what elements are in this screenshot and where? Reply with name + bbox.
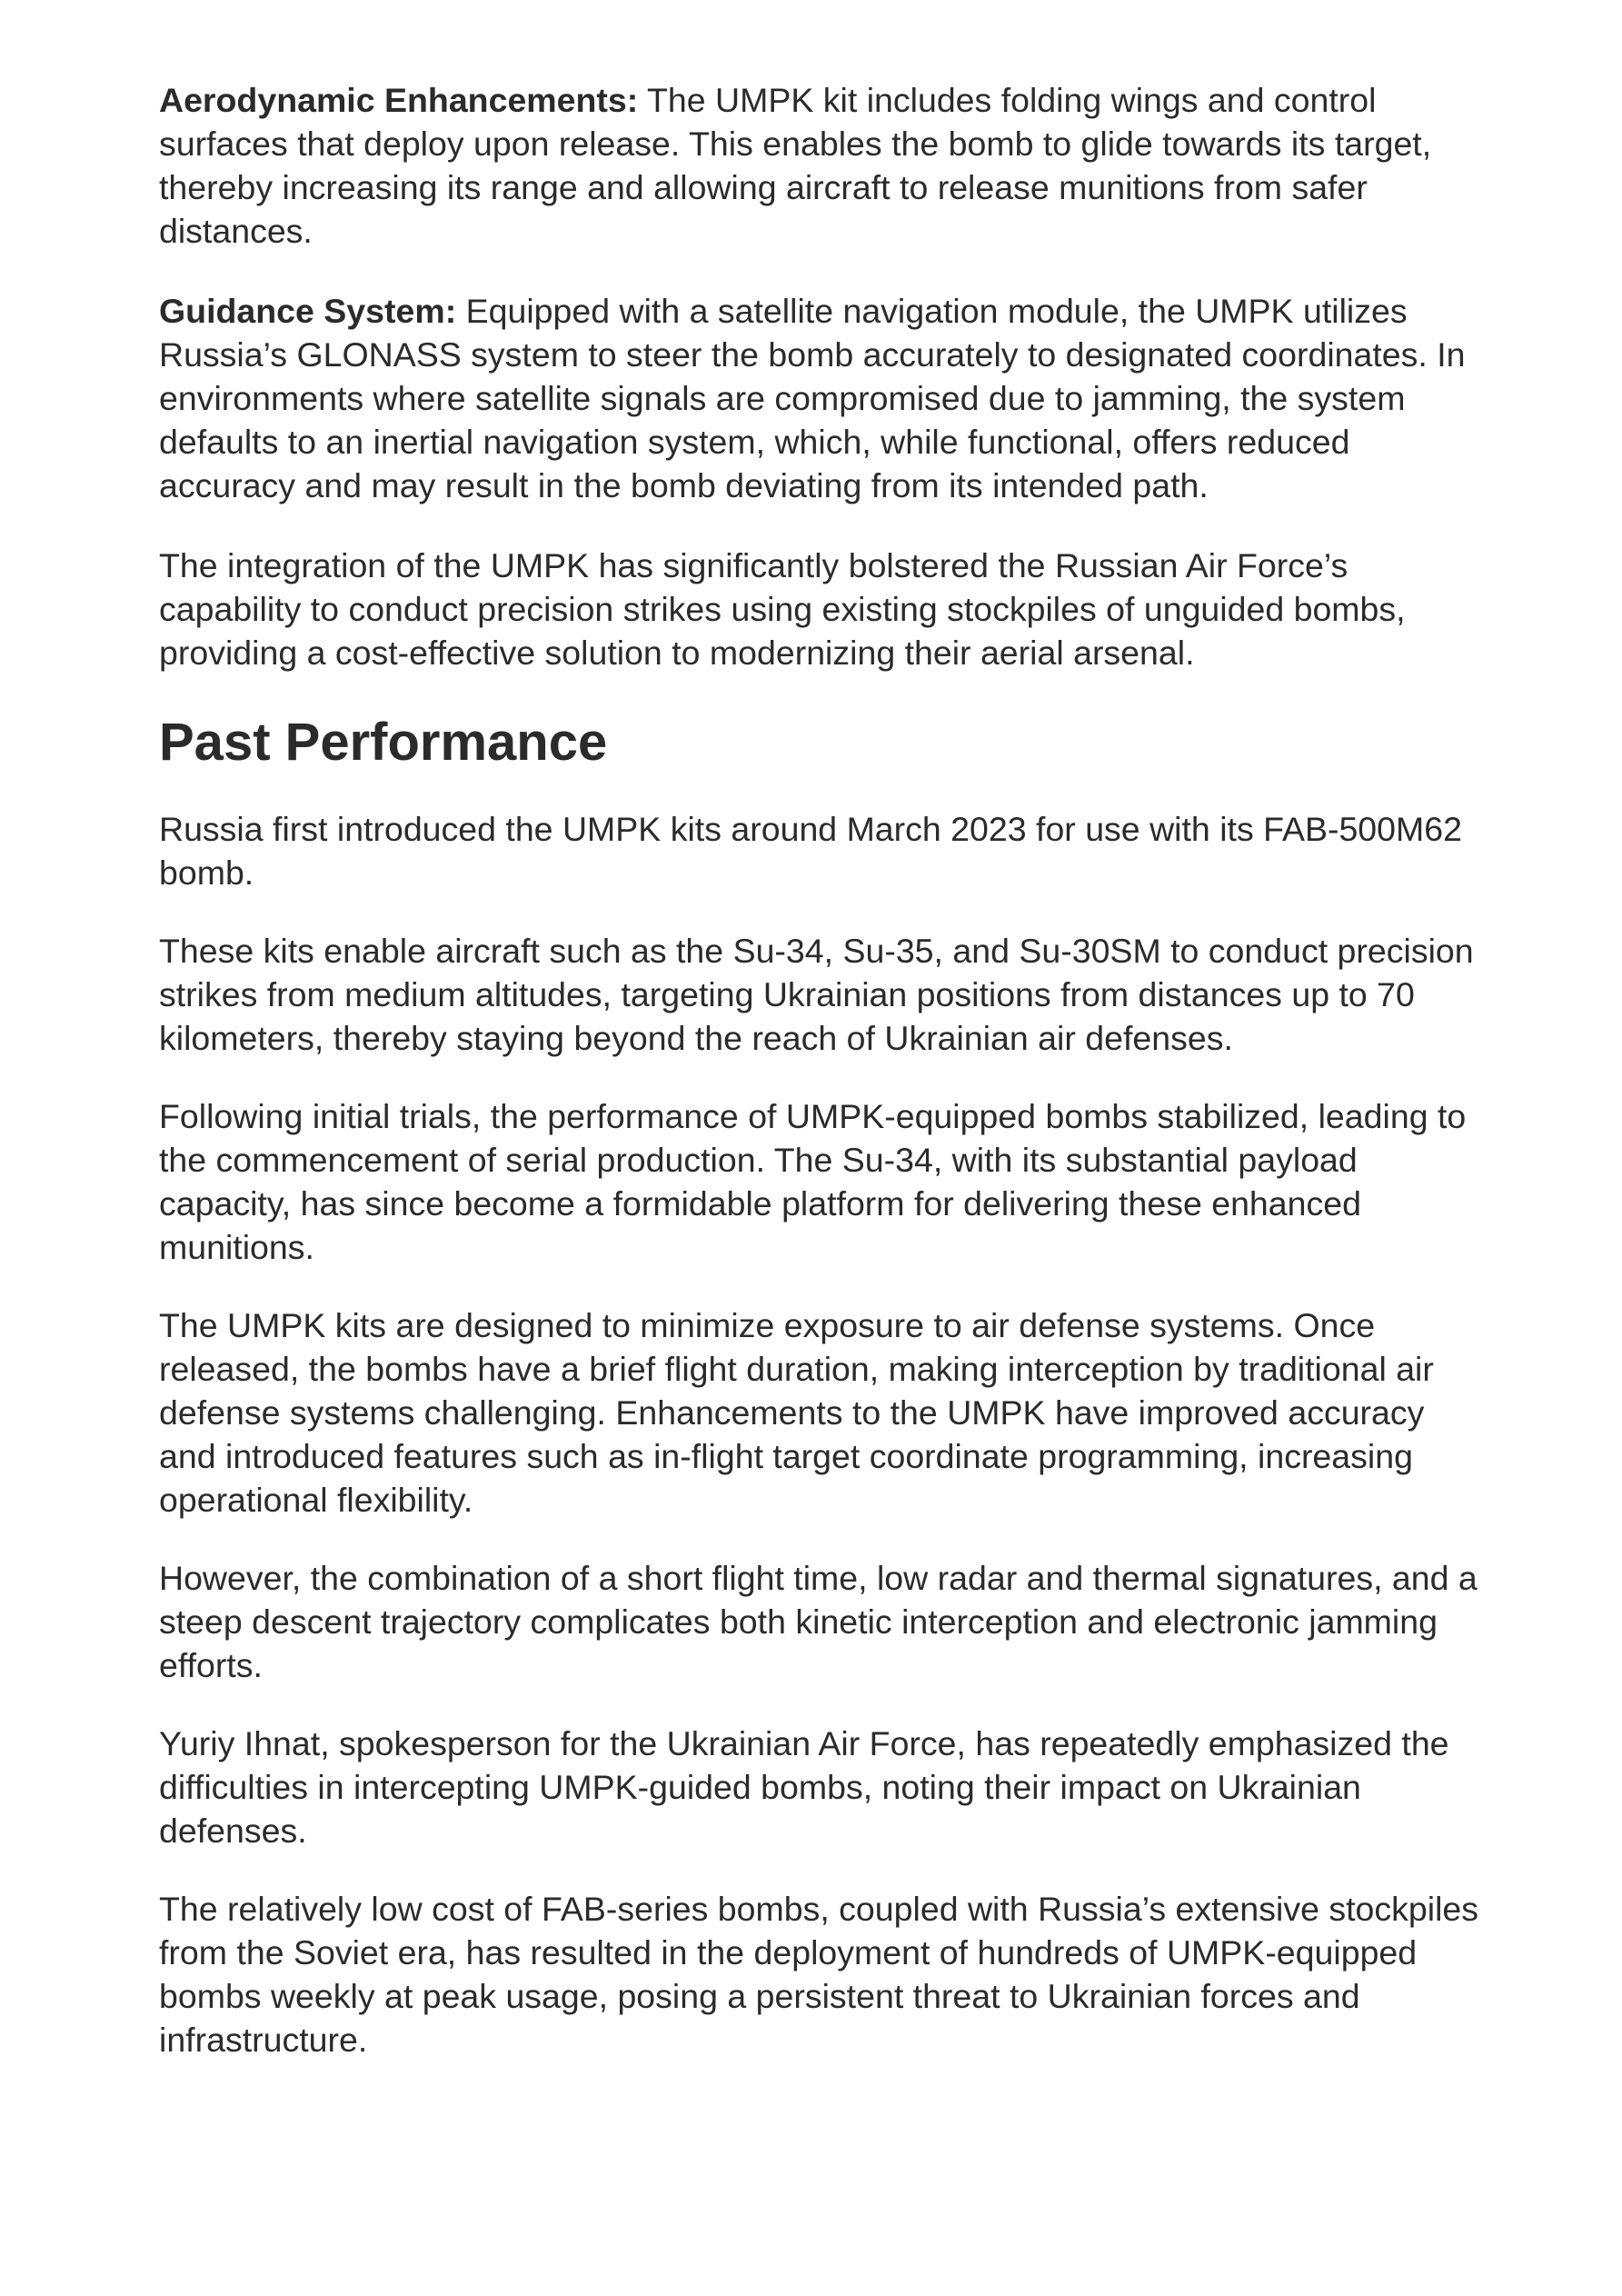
aerodynamic-paragraph — [159, 78, 1486, 253]
paragraph-6: Yuriy Ihnat, spokesperson for the Ukrainian Air Force, has repeatedly emphasized the difficulties in intercepting UMPK-guided bombs, noting their impact on Ukrainian defenses. — [159, 1724, 1449, 1850]
paragraph-1: Russia first introduced the UMPK kits around March 2023 for use with its FAB-500M62 bomb. — [159, 810, 1462, 892]
paragraph-7: The relatively low cost of FAB-series bombs, coupled with Russia’s extensive stockpiles from the Soviet era, has resulted in the deployment of hundreds of UMPK-equipped bombs weekly at peak usage, posing a persistent threat to Ukrainian forces and infrastructure. — [159, 1890, 1479, 2059]
guidance-label: Guidance System: — [159, 292, 457, 330]
aerodynamic-label: Aerodynamic Enhancements: — [159, 81, 639, 119]
paragraph-5: However, the combination of a short flight time, low radar and thermal signatures, and a steep descent trajectory complicates both kinetic interception and electronic jamming efforts. — [159, 1559, 1478, 1684]
aerodynamic-text: The UMPK kit includes folding wings and control surfaces that deploy upon release. This enables the bomb to glide towards its target, thereby increasing its range and allowing aircraft to release munitions from safer distances. — [159, 81, 1432, 250]
guidance-paragraph — [159, 289, 1486, 507]
integration-paragraph: The integration of the UMPK has significantly bolstered the Russian Air Force’s capability to conduct precision strikes using existing stockpiles of unguided bombs, providing a cost-effective solution to modernizing their aerial arsenal. — [159, 546, 1406, 672]
document-page — [159, 78, 1486, 2061]
section-heading: Past Performance — [159, 713, 608, 772]
guidance-text: Equipped with a satellite navigation module, the UMPK utilizes Russia’s GLONASS system to steer the bomb accurately to designated coordinates. In environments where satellite signals are compromised due to jamming, the system defaults to an inertial navigation system, which, while functional, offers reduced accuracy and may result in the bomb deviating from its intended path. — [159, 292, 1466, 504]
paragraph-3: Following initial trials, the performance of UMPK-equipped bombs stabilized, leading to the commencement of serial production. The Su-34, with its substantial payload capacity, has since become a formidable platform for delivering these enhanced munitions. — [159, 1097, 1467, 1266]
paragraph-4: The UMPK kits are designed to minimize exposure to air defense systems. Once released, the bombs have a brief flight duration, making interception by traditional air defense systems challenging. Enhancements to the UMPK have improved accuracy and introduced features such as in-flight target coordinate programming, increasing operational flexibility. — [159, 1306, 1434, 1519]
paragraph-2: These kits enable aircraft such as the Su-34, Su-35, and Su-30SM to conduct precision strikes from medium altitudes, targeting Ukrainian positions from distances up to 70 kilometers, thereby staying beyond the reach of Ukrainian air defenses. — [159, 932, 1474, 1057]
